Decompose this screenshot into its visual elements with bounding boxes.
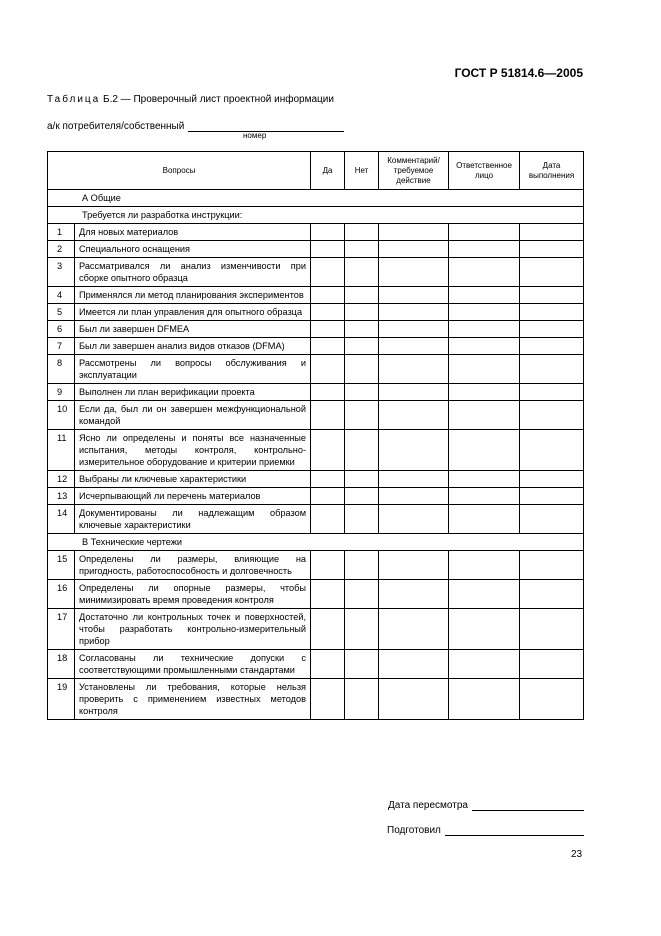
row-number: 9 — [48, 384, 75, 401]
no-cell[interactable] — [345, 241, 379, 258]
row-number: 6 — [48, 321, 75, 338]
yes-cell[interactable] — [311, 224, 345, 241]
owner-label: а/к потребителя/собственный — [47, 121, 185, 132]
responsible-cell[interactable] — [449, 679, 520, 720]
row-question: Достаточно ли контрольных точек и поверхностей, чтобы разработать контрольно-измерительный прибор — [75, 609, 311, 650]
col-header-comment: Комментарий/ требуемое действие — [379, 152, 449, 190]
row-number: 4 — [48, 287, 75, 304]
yes-cell[interactable] — [311, 679, 345, 720]
row-number: 5 — [48, 304, 75, 321]
comment-cell[interactable] — [379, 338, 449, 355]
yes-cell[interactable] — [311, 430, 345, 471]
page-number: 23 — [571, 849, 583, 860]
review-date-label: Дата пересмотра — [388, 800, 468, 811]
responsible-cell[interactable] — [449, 287, 520, 304]
table-row — [48, 338, 584, 355]
no-cell[interactable] — [345, 609, 379, 650]
responsible-cell[interactable] — [449, 304, 520, 321]
section-general-subheading-label: Требуется ли разработка инструкции: — [48, 207, 584, 224]
table-row — [48, 609, 584, 650]
row-question: Был ли завершен анализ видов отказов (DFMA) — [75, 338, 311, 355]
yes-cell[interactable] — [311, 321, 345, 338]
comment-cell[interactable] — [379, 471, 449, 488]
prepared-by-field — [387, 824, 584, 836]
section-general-label: А Общие — [48, 190, 584, 207]
review-date-field — [388, 799, 584, 811]
comment-cell[interactable] — [379, 304, 449, 321]
table-caption — [47, 94, 334, 105]
prepared-by-line[interactable] — [445, 824, 584, 836]
document-code: ГОСТ Р 51814.6—2005 — [454, 66, 583, 80]
responsible-cell[interactable] — [449, 355, 520, 384]
date-cell[interactable] — [520, 430, 584, 471]
table-row — [48, 471, 584, 488]
comment-cell[interactable] — [379, 258, 449, 287]
no-cell[interactable] — [345, 321, 379, 338]
date-cell[interactable] — [520, 355, 584, 384]
responsible-cell[interactable] — [449, 580, 520, 609]
yes-cell[interactable] — [311, 609, 345, 650]
comment-cell[interactable] — [379, 505, 449, 534]
owner-sub-label: номер — [243, 131, 267, 140]
table-row — [48, 551, 584, 580]
review-date-line[interactable] — [472, 799, 584, 811]
row-number: 3 — [48, 258, 75, 287]
row-number: 13 — [48, 488, 75, 505]
comment-cell[interactable] — [379, 650, 449, 679]
row-number: 8 — [48, 355, 75, 384]
row-number: 18 — [48, 650, 75, 679]
yes-cell[interactable] — [311, 471, 345, 488]
comment-cell[interactable] — [379, 224, 449, 241]
section-general-subheading — [48, 207, 584, 224]
row-question: Документированы ли надлежащим образом ключевые характеристики — [75, 505, 311, 534]
responsible-cell[interactable] — [449, 321, 520, 338]
no-cell[interactable] — [345, 679, 379, 720]
yes-cell[interactable] — [311, 338, 345, 355]
row-number: 7 — [48, 338, 75, 355]
col-header-no: Нет — [345, 152, 379, 190]
yes-cell[interactable] — [311, 258, 345, 287]
comment-cell[interactable] — [379, 580, 449, 609]
date-cell[interactable] — [520, 258, 584, 287]
comment-cell[interactable] — [379, 488, 449, 505]
comment-cell[interactable] — [379, 384, 449, 401]
table-row — [48, 580, 584, 609]
yes-cell[interactable] — [311, 401, 345, 430]
date-cell[interactable] — [520, 488, 584, 505]
no-cell[interactable] — [345, 287, 379, 304]
no-cell[interactable] — [345, 580, 379, 609]
no-cell[interactable] — [345, 304, 379, 321]
responsible-cell[interactable] — [449, 430, 520, 471]
comment-cell[interactable] — [379, 609, 449, 650]
yes-cell[interactable] — [311, 304, 345, 321]
responsible-cell[interactable] — [449, 488, 520, 505]
row-question: Рассмотрены ли вопросы обслуживания и эксплуатации — [75, 355, 311, 384]
comment-cell[interactable] — [379, 401, 449, 430]
row-question: Для новых материалов — [75, 224, 311, 241]
date-cell[interactable] — [520, 224, 584, 241]
table-row — [48, 430, 584, 471]
col-header-date: Дата выполнения — [520, 152, 584, 190]
yes-cell[interactable] — [311, 384, 345, 401]
col-header-responsible: Ответственное лицо — [449, 152, 520, 190]
table-row — [48, 321, 584, 338]
section-drawings-label: В Технические чертежи — [48, 534, 584, 551]
row-question: Определены ли опорные размеры, чтобы минимизировать время проведения контроля — [75, 580, 311, 609]
section-general — [48, 190, 584, 207]
responsible-cell[interactable] — [449, 224, 520, 241]
row-question: Специального оснащения — [75, 241, 311, 258]
row-number: 14 — [48, 505, 75, 534]
col-header-yes: Да — [311, 152, 345, 190]
row-question: Применялся ли метод планирования экспериментов — [75, 287, 311, 304]
yes-cell[interactable] — [311, 650, 345, 679]
date-cell[interactable] — [520, 580, 584, 609]
yes-cell[interactable] — [311, 551, 345, 580]
row-number: 10 — [48, 401, 75, 430]
col-header-questions: Вопросы — [48, 152, 311, 190]
no-cell[interactable] — [345, 258, 379, 287]
date-cell[interactable] — [520, 679, 584, 720]
owner-input-line[interactable] — [188, 120, 344, 132]
table-row — [48, 287, 584, 304]
date-cell[interactable] — [520, 609, 584, 650]
date-cell[interactable] — [520, 650, 584, 679]
yes-cell[interactable] — [311, 505, 345, 534]
owner-field — [47, 120, 344, 132]
responsible-cell[interactable] — [449, 471, 520, 488]
date-cell[interactable] — [520, 401, 584, 430]
caption-prefix: Таблица — [47, 94, 101, 105]
row-question: Имеется ли план управления для опытного образца — [75, 304, 311, 321]
no-cell[interactable] — [345, 384, 379, 401]
row-number: 11 — [48, 430, 75, 471]
responsible-cell[interactable] — [449, 258, 520, 287]
no-cell[interactable] — [345, 505, 379, 534]
date-cell[interactable] — [520, 471, 584, 488]
table-row — [48, 488, 584, 505]
yes-cell[interactable] — [311, 355, 345, 384]
comment-cell[interactable] — [379, 321, 449, 338]
row-question: Установлены ли требования, которые нельзя проверить с применением известных методов контроля — [75, 679, 311, 720]
no-cell[interactable] — [345, 338, 379, 355]
table-row — [48, 304, 584, 321]
row-number: 16 — [48, 580, 75, 609]
yes-cell[interactable] — [311, 241, 345, 258]
row-question: Если да, был ли он завершен межфункциональной командой — [75, 401, 311, 430]
comment-cell[interactable] — [379, 679, 449, 720]
comment-cell[interactable] — [379, 241, 449, 258]
responsible-cell[interactable] — [449, 338, 520, 355]
responsible-cell[interactable] — [449, 401, 520, 430]
row-question: Определены ли размеры, влияющие на пригодность, работоспособность и долговечность — [75, 551, 311, 580]
row-number: 2 — [48, 241, 75, 258]
table-row — [48, 679, 584, 720]
table-row — [48, 241, 584, 258]
row-number: 1 — [48, 224, 75, 241]
table-row — [48, 505, 584, 534]
comment-cell[interactable] — [379, 287, 449, 304]
row-number: 17 — [48, 609, 75, 650]
date-cell[interactable] — [520, 321, 584, 338]
row-question: Рассматривался ли анализ изменчивости при сборке опытного образца — [75, 258, 311, 287]
yes-cell[interactable] — [311, 287, 345, 304]
date-cell[interactable] — [520, 287, 584, 304]
date-cell[interactable] — [520, 338, 584, 355]
comment-cell[interactable] — [379, 430, 449, 471]
table-row — [48, 258, 584, 287]
date-cell[interactable] — [520, 384, 584, 401]
table-row — [48, 355, 584, 384]
responsible-cell[interactable] — [449, 384, 520, 401]
row-question: Выбраны ли ключевые характеристики — [75, 471, 311, 488]
comment-cell[interactable] — [379, 551, 449, 580]
table-header-row — [48, 152, 584, 190]
no-cell[interactable] — [345, 471, 379, 488]
date-cell[interactable] — [520, 551, 584, 580]
row-number: 12 — [48, 471, 75, 488]
no-cell[interactable] — [345, 430, 379, 471]
responsible-cell[interactable] — [449, 505, 520, 534]
no-cell[interactable] — [345, 401, 379, 430]
table-row — [48, 224, 584, 241]
no-cell[interactable] — [345, 650, 379, 679]
checklist-table — [47, 151, 584, 720]
row-question: Ясно ли определены и поняты все назначенные испытания, методы контроля, контрольно-измерительное оборудование и критерии приемки — [75, 430, 311, 471]
date-cell[interactable] — [520, 304, 584, 321]
responsible-cell[interactable] — [449, 241, 520, 258]
row-question: Исчерпывающий ли перечень материалов — [75, 488, 311, 505]
responsible-cell[interactable] — [449, 609, 520, 650]
table-row — [48, 401, 584, 430]
table-row — [48, 384, 584, 401]
row-number: 15 — [48, 551, 75, 580]
date-cell[interactable] — [520, 241, 584, 258]
caption-text: Б.2 — Проверочный лист проектной информации — [103, 94, 334, 105]
date-cell[interactable] — [520, 505, 584, 534]
responsible-cell[interactable] — [449, 551, 520, 580]
row-question: Выполнен ли план верификации проекта — [75, 384, 311, 401]
table-row — [48, 650, 584, 679]
no-cell[interactable] — [345, 488, 379, 505]
no-cell[interactable] — [345, 551, 379, 580]
prepared-by-label: Подготовил — [387, 825, 441, 836]
yes-cell[interactable] — [311, 488, 345, 505]
responsible-cell[interactable] — [449, 650, 520, 679]
comment-cell[interactable] — [379, 355, 449, 384]
row-question: Был ли завершен DFMEA — [75, 321, 311, 338]
row-question: Согласованы ли технические допуски с соответствующими промышленными стандартами — [75, 650, 311, 679]
no-cell[interactable] — [345, 224, 379, 241]
yes-cell[interactable] — [311, 580, 345, 609]
row-number: 19 — [48, 679, 75, 720]
section-drawings — [48, 534, 584, 551]
no-cell[interactable] — [345, 355, 379, 384]
